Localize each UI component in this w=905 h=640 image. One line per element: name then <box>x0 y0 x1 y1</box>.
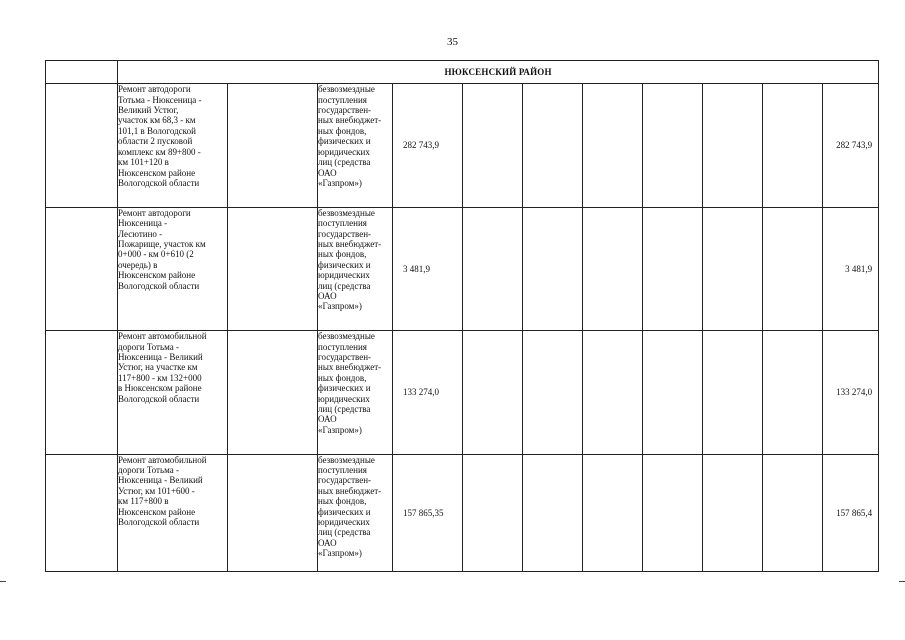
blank-cell <box>583 84 643 207</box>
blank-cell <box>463 207 523 330</box>
funding-source: безвозмездные поступления государствен- ных внебюджет- ных фондов, физических и юридических лиц (средства ОАО «Газпром») <box>318 454 393 571</box>
table-row <box>46 207 879 330</box>
project-name: Ремонт автомобильной дороги Тотьма - Нюксеница - Великий Устюг, км 101+600 - км 117+800 в Нюксенском районе Вологодской области <box>118 454 228 571</box>
total-value: 3 481,9 <box>823 207 879 330</box>
blank-cell <box>46 331 118 454</box>
table-row <box>46 454 879 571</box>
blank-cell <box>228 331 318 454</box>
blank-cell <box>703 331 763 454</box>
blank-cell <box>643 207 703 330</box>
amount-value: 133 274,0 <box>393 331 463 454</box>
table-row <box>46 331 879 454</box>
blank-cell <box>643 84 703 207</box>
blank-cell <box>763 207 823 330</box>
project-name: Ремонт автодороги Нюксеница - Лесютино - Пожарище, участок км 0+000 - км 0+610 (2 очередь) в Нюксенском районе Вологодской области <box>118 207 228 330</box>
blank-cell <box>228 84 318 207</box>
blank-cell <box>583 331 643 454</box>
left-margin-mark <box>0 581 6 582</box>
project-name: Ремонт автодороги Тотьма - Нюксеница - Великий Устюг, участок км 68,3 - км 101,1 в Вологодской области 2 пусковой комплекс км 89+800 - км 101+120 в Нюксенском районе Вологодской области <box>118 84 228 207</box>
table-row <box>46 84 879 207</box>
amount-value: 3 481,9 <box>393 207 463 330</box>
funding-source: безвозмездные поступления государствен- ных внебюджет- ных фондов, физических и юридических лиц (средства ОАО «Газпром») <box>318 207 393 330</box>
blank-cell <box>523 454 583 571</box>
blank-cell <box>46 454 118 571</box>
total-value: 133 274,0 <box>823 331 879 454</box>
blank-cell <box>703 84 763 207</box>
right-margin-mark <box>899 581 905 582</box>
blank-cell <box>703 207 763 330</box>
total-value: 282 743,9 <box>823 84 879 207</box>
blank-cell <box>228 207 318 330</box>
blank-cell <box>523 331 583 454</box>
funding-source: безвозмездные поступления государствен- ных внебюджет- ных фондов, физических и юридических лиц (средства ОАО «Газпром») <box>318 84 393 207</box>
blank-cell <box>463 84 523 207</box>
blank-cell <box>643 331 703 454</box>
blank-cell <box>523 84 583 207</box>
blank-cell <box>583 207 643 330</box>
blank-cell <box>763 84 823 207</box>
project-name: Ремонт автомобильной дороги Тотьма - Нюксеница - Великий Устюг, на участке км 117+800 - км 132+000 в Нюксенском районе Вологодской области <box>118 331 228 454</box>
region-header-row <box>46 61 879 84</box>
blank-cell <box>763 454 823 571</box>
region-title: НЮКСЕНСКИЙ РАЙОН <box>118 61 879 84</box>
blank-cell <box>703 454 763 571</box>
blank-cell <box>46 61 118 84</box>
blank-cell <box>463 331 523 454</box>
blank-cell <box>46 84 118 207</box>
blank-cell <box>583 454 643 571</box>
page-number: 35 <box>447 36 458 48</box>
amount-value: 157 865,35 <box>393 454 463 571</box>
funding-source: безвозмездные поступления государствен- ных внебюджет- ных фондов, физических и юридических лиц (средства ОАО «Газпром») <box>318 331 393 454</box>
funding-table <box>45 60 879 572</box>
blank-cell <box>763 331 823 454</box>
amount-value: 282 743,9 <box>393 84 463 207</box>
blank-cell <box>46 207 118 330</box>
total-value: 157 865,4 <box>823 454 879 571</box>
blank-cell <box>523 207 583 330</box>
blank-cell <box>228 454 318 571</box>
blank-cell <box>643 454 703 571</box>
blank-cell <box>463 454 523 571</box>
